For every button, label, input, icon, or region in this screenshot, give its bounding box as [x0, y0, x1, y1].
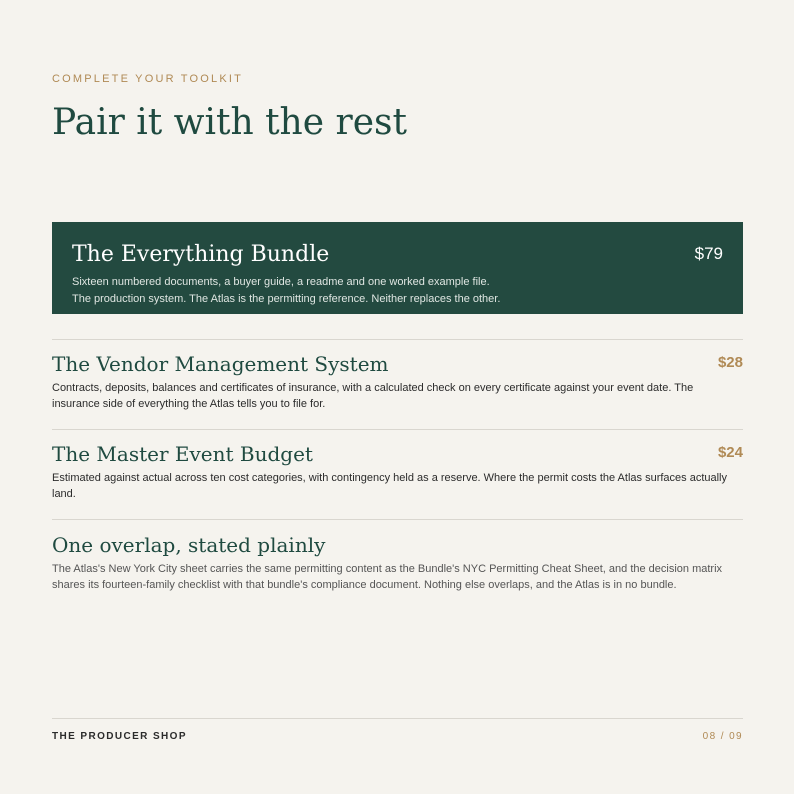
bundle-description [72, 274, 723, 308]
product-description: Estimated against actual across ten cost categories, with contingency held as a reserve. Where the permit costs the Atlas surfaces actually land. [52, 472, 727, 500]
product-vendor-management[interactable] [52, 350, 743, 412]
bundle-card[interactable] [52, 222, 743, 314]
overlap-note [52, 531, 743, 593]
footer-divider [52, 718, 743, 719]
product-title: The Master Event Budget [52, 442, 313, 466]
bundle-price: $79 [694, 244, 723, 263]
page-title: Pair it with the rest [52, 102, 407, 143]
product-description: Contracts, deposits, balances and certificates of insurance, with a calculated check on every certificate against your event date. The insurance side of everything the Atlas tells you to file for. [52, 382, 694, 410]
page [52, 0, 743, 794]
product-title: The Vendor Management System [52, 352, 389, 376]
product-price: $24 [717, 444, 743, 461]
bundle-description-line-1: Sixteen numbered documents, a buyer guide, a readme and one worked example file. [72, 276, 490, 288]
bundle-description-line-2: The production system. The Atlas is the permitting reference. Neither replaces the other. [72, 293, 501, 305]
note-description: The Atlas's New York City sheet carries the same permitting content as the Bundle's NYC Permitting Cheat Sheet, and the decision matrix shares its fourteen-family checklist with that bundle's compliance document. Nothing else overlaps, and the Atlas is in no bundle. [52, 563, 723, 591]
page-number: 08 / 09 [702, 731, 743, 742]
note-title: One overlap, stated plainly [52, 533, 326, 557]
divider [52, 339, 743, 340]
product-master-budget[interactable] [52, 440, 743, 502]
bundle-title: The Everything Bundle [72, 242, 330, 267]
divider [52, 429, 743, 430]
section-eyebrow: COMPLETE YOUR TOOLKIT [52, 73, 244, 85]
divider [52, 519, 743, 520]
product-price: $28 [717, 354, 743, 371]
footer-brand: THE PRODUCER SHOP [52, 731, 187, 742]
